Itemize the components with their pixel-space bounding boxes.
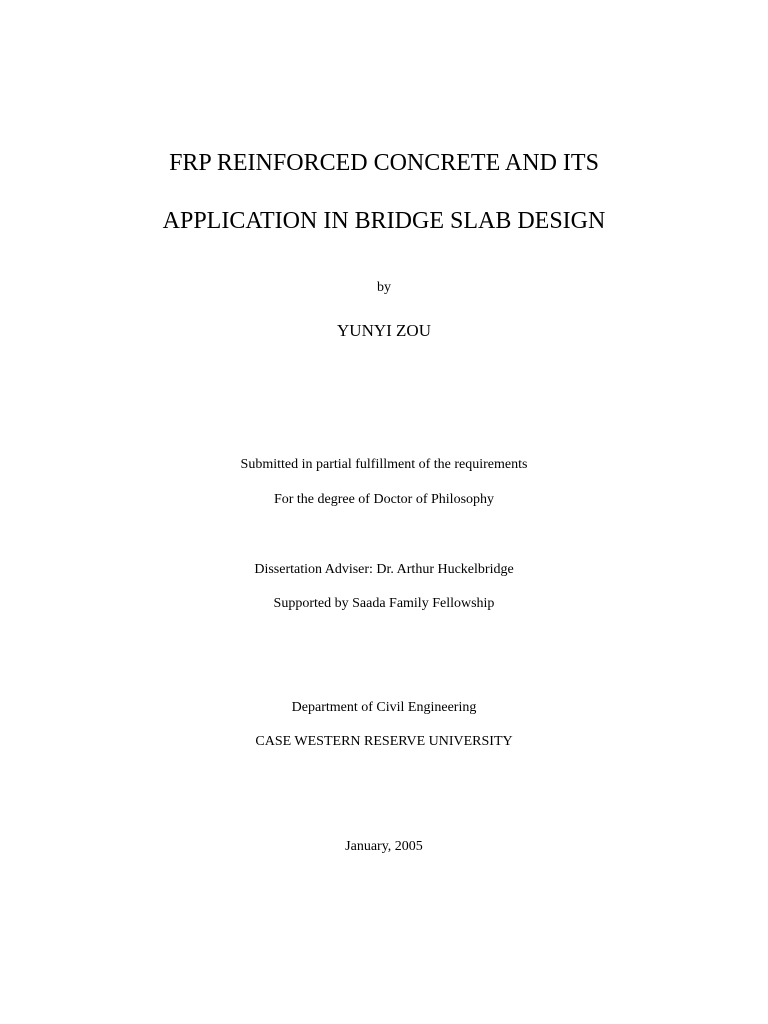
degree-statement: For the degree of Doctor of Philosophy bbox=[273, 492, 495, 507]
author-name: YUNYI ZOU bbox=[337, 321, 431, 340]
fellowship-support: Supported by Saada Family Fellowship bbox=[273, 596, 495, 611]
by-label: by bbox=[377, 280, 391, 295]
title-line-2: APPLICATION IN BRIDGE SLAB DESIGN bbox=[162, 208, 606, 234]
university-name: CASE WESTERN RESERVE UNIVERSITY bbox=[255, 734, 513, 749]
submission-statement: Submitted in partial fulfillment of the requirements bbox=[240, 457, 528, 472]
dissertation-adviser: Dissertation Adviser: Dr. Arthur Huckelbridge bbox=[254, 562, 514, 577]
submission-date: January, 2005 bbox=[345, 839, 423, 854]
department-name: Department of Civil Engineering bbox=[291, 700, 477, 715]
title-line-1: FRP REINFORCED CONCRETE AND ITS bbox=[169, 150, 599, 176]
